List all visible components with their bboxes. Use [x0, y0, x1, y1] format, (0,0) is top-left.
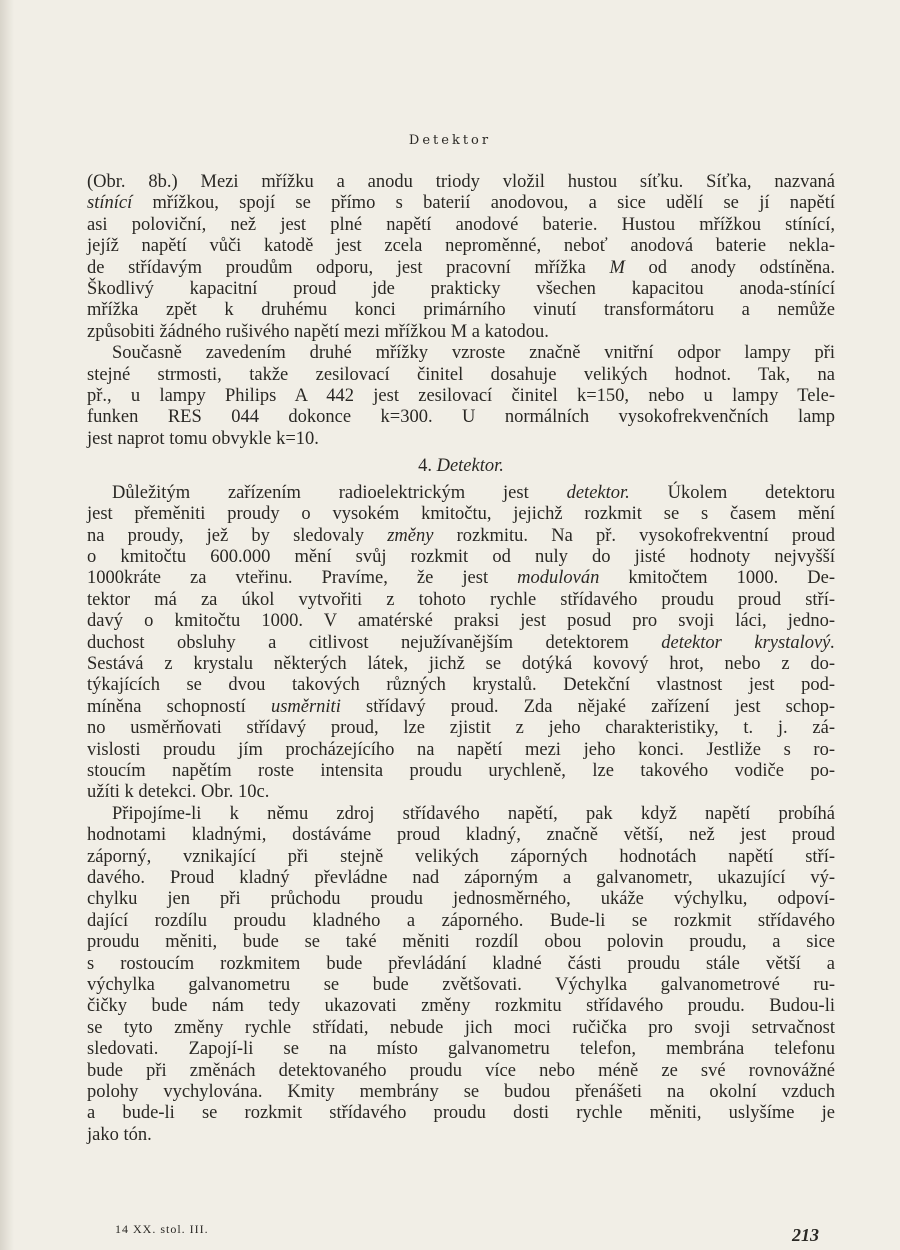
text-line: jejíž napětí vůči katodě jest zcela neproměnné, neboť anodová baterie nekla-	[87, 236, 835, 257]
text-line: davý o kmitočtu 1000. V amatérské praksi jest posud pro svoji láci, jedno-	[87, 611, 835, 632]
text-line: mřížka zpět k druhému konci primárního vinutí transformátoru a nemůže	[87, 300, 835, 321]
text-line: hodnotami kladnými, dostáváme proud kladný, značně větší, než jest proud	[87, 825, 835, 846]
text-line: jest přeměniti proudy o vysokém kmitočtu, jejichž rozkmit se s časem mění	[87, 504, 835, 525]
paragraph	[87, 172, 835, 343]
page-number: 213	[792, 1225, 819, 1245]
text-line: proudu měniti, bude se také měniti rozdíl obou polovin proudu, a sice	[87, 932, 835, 953]
text-line: stoucím napětím roste intensita proudu urychleně, lze takového vodiče po-	[87, 760, 835, 781]
text-line: výchylka galvanometru se bude zvětšovati. Výchylka galvanometrové ru-	[87, 975, 835, 996]
body-text	[87, 172, 835, 1146]
text-line: Sestává z krystalu některých látek, jichž se dotýká kovový hrot, nebo z do-	[87, 653, 835, 674]
emphasized-term: usměrniti	[270, 696, 341, 717]
text-line: a bude-li se rozkmit střídavého proudu dosti rychle měniti, uslyšíme je	[87, 1103, 835, 1124]
paragraph	[87, 804, 835, 1147]
text-line: asi poloviční, než jest plné napětí anodové baterie. Hustou mřížkou stínící,	[87, 214, 835, 235]
text-line: vislosti proudu jím procházejícího na napětí mezi jeho konci. Jestliže s ro-	[87, 739, 835, 760]
emphasized-term: detektor krystalový.	[661, 632, 836, 653]
text-line: davého. Proud kladný převládne nad záporným a galvanometr, ukazující vý-	[87, 868, 835, 888]
text-line: způsobiti žádného rušivého napětí mezi mřížkou M a katodou.	[87, 321, 549, 342]
text-line: stejné strmosti, takže zesilovací činitel dosahuje velikých hodnot. Tak, na	[87, 364, 835, 385]
text-line: duchost obsluhy a citlivost nejužívanějším detektorem detektor krystalový.	[87, 632, 836, 653]
text-line: se tyto změny rychle střídati, nebude jich moci ručička pro svoji setrvačnost	[87, 1017, 835, 1038]
text-line: sledovati. Zapojí-li se na místo galvanometru telefon, membrána telefonu	[87, 1039, 835, 1060]
paragraph	[87, 343, 835, 450]
text-line: jest naprot tomu obvykle k=10.	[87, 428, 319, 449]
text-line: 1000kráte za vteřinu. Pravíme, že jest modulován kmitočtem 1000. De-	[87, 568, 835, 589]
text-line: (Obr. 8b.) Mezi mřížku a anodu triody vložil hustou síťku. Síťka, nazvaná	[87, 172, 835, 192]
text-line: dající rozdílu proudu kladného a záporného. Bude-li se rozkmit střídavého	[87, 910, 835, 931]
text-line: bude při změnách detektovaného proudu více nebo méně ze své rovnovážné	[87, 1060, 835, 1081]
text-line: o kmitočtu 600.000 mění svůj rozkmit od nuly do jisté hodnoty nejvyšší	[87, 546, 835, 567]
text-line: stínící mřížkou, spojí se přímo s baterií anodovou, a sice udělí se jí napětí	[87, 193, 835, 214]
emphasized-term: změny	[387, 525, 434, 546]
text-line: užíti k detekci. Obr. 10c.	[87, 782, 270, 803]
section-heading-title: Detektor.	[436, 456, 504, 477]
page-gutter-shadow	[0, 0, 14, 1250]
text-line: záporný, vznikající při stejně velikých záporných hodnotách napětí stří-	[87, 846, 835, 867]
text-line: funken RES 044 dokonce k=300. U normálních vysokofrekvenčních lamp	[87, 407, 835, 428]
text-line: no usměrňovati střídavý proud, lze zjistit z jeho charakteristiky, t. j. zá-	[87, 718, 835, 739]
signature-mark: 14 XX. stol. III.	[115, 1222, 209, 1236]
text-line: jako tón.	[87, 1124, 152, 1145]
text-line: př., u lampy Philips A 442 jest zesilovací činitel k=150, nebo u lampy Tele-	[87, 386, 835, 407]
text-line: týkajících se dvou takových různých krystalů. Detekční vlastnost jest pod-	[87, 675, 835, 696]
paragraph	[87, 483, 835, 804]
emphasized-term: modulován	[517, 568, 600, 589]
text-line: tektor má za úkol vytvořiti z tohoto rychle střídavého proudu proud stří-	[87, 589, 835, 610]
text-line: Důležitým zařízením radioelektrickým jest detektor. Úkolem detektoru	[112, 482, 836, 503]
text-line: míněna schopností usměrniti střídavý proud. Zda nějaké zařízení jest schop-	[87, 696, 835, 717]
text-line: chylku jen při průchodu proudu jednosměrného, ukáže výchylku, odpoví-	[87, 889, 835, 910]
text-line: Současně zavedením druhé mřížky vzroste značně vnitřní odpor lampy při	[112, 343, 835, 364]
text-line: na proudy, jež by sledovaly změny rozkmitu. Na př. vysokofrekventní proud	[87, 525, 835, 546]
emphasized-term: M	[609, 257, 625, 278]
text-line: čičky bude nám tedy ukazovati změny rozkmitu střídavého proudu. Budou-li	[87, 996, 835, 1017]
text-line: Připojíme-li k němu zdroj střídavého napětí, pak když napětí probíhá	[112, 803, 835, 824]
emphasized-term: detektor.	[566, 482, 630, 503]
running-header: Detektor	[408, 133, 492, 148]
section-heading	[87, 456, 835, 477]
text-line: de střídavým proudům odporu, jest pracovní mřížka M od anody odstíněna.	[87, 257, 835, 278]
text-line: Škodlivý kapacitní proud jde prakticky všechen kapacitou anoda-stínící	[87, 279, 835, 300]
text-line: polohy vychylována. Kmity membrány se budou přenášeti na okolní vzduch	[87, 1082, 835, 1103]
section-heading-number: 4.	[418, 456, 432, 477]
text-line: s rostoucím rozkmitem bude převládání kladné části proudu stále větší a	[87, 953, 835, 974]
emphasized-term: stínící	[87, 193, 133, 214]
